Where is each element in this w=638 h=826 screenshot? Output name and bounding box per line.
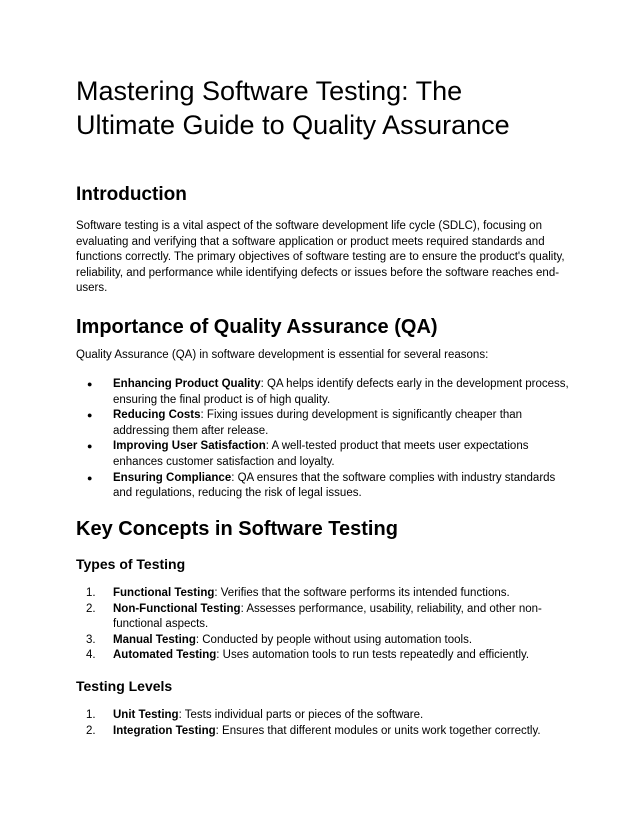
list-item-term: Automated Testing: [113, 649, 217, 662]
bullet-icon: ●: [87, 410, 93, 421]
list-number: 2.: [86, 602, 96, 615]
list-item-desc: : Fixing issues during development is significantly cheaper than addressing them after release.: [113, 409, 523, 437]
list-item-term: Ensuring Compliance: [113, 471, 232, 484]
list-item: [76, 439, 576, 470]
list-item-desc: : QA ensures that the software complies with industry standards and regulations, reducing the risk of legal issues.: [113, 471, 556, 500]
qa-bullet-list: [76, 377, 576, 502]
list-number: 4.: [86, 649, 96, 662]
bullet-icon: ●: [87, 441, 93, 452]
heading-introduction: Introduction: [76, 184, 187, 205]
testing-levels-list: [76, 708, 576, 739]
list-item: [76, 648, 576, 664]
list-item: [76, 408, 576, 439]
list-item-desc: : Assesses performance, usability, reliability, and other non-functional aspects.: [113, 602, 542, 631]
heading-testing-levels: Testing Levels: [76, 678, 173, 694]
list-item: [76, 724, 576, 740]
heading-importance-of-qa: Importance of Quality Assurance (QA): [76, 316, 438, 338]
types-of-testing-list: [76, 586, 576, 664]
list-item-desc: : Conducted by people without using automation tools.: [195, 633, 473, 646]
list-item-desc: : Tests individual parts or pieces of the software.: [178, 709, 424, 721]
list-item-term: Reducing Costs: [113, 409, 201, 422]
list-item-desc: : Uses automation tools to run tests repeatedly and efficiently.: [216, 649, 530, 662]
list-item-term: Improving User Satisfaction: [113, 440, 266, 453]
list-number: 1.: [86, 587, 96, 599]
list-item: [76, 586, 576, 602]
list-item: [76, 602, 576, 633]
bullet-icon: ●: [87, 379, 93, 389]
title-line-2: Ultimate Guide to Quality Assurance: [76, 110, 510, 140]
list-item-term: Functional Testing: [113, 587, 215, 599]
heading-types-of-testing: Types of Testing: [76, 556, 186, 572]
title-line-1: Mastering Software Testing: The: [76, 76, 463, 106]
list-number: 1.: [86, 709, 96, 721]
list-item-desc: : Verifies that the software performs its intended functions.: [214, 587, 510, 599]
list-item-term: Unit Testing: [113, 709, 179, 721]
document-title: [76, 74, 576, 142]
list-item-term: Manual Testing: [113, 633, 196, 646]
list-item-desc: : Ensures that different modules or units work together correctly.: [215, 724, 541, 737]
list-item-term: Enhancing Product Quality: [113, 378, 261, 390]
list-item-desc: : A well-tested product that meets user expectations enhances customer satisfaction and loyalty.: [113, 440, 529, 468]
introduction-paragraph: Software testing is a vital aspect of the software development life cycle (SDLC), focusing on evaluating and verifying that a software application or product meets required standards and functions correctly. The primary objectives of software testing are to ensure the product's quality, reliability, and performance while identifying defects or issues before the software reaches end-users.: [76, 220, 565, 295]
list-item-term: Integration Testing: [113, 724, 216, 737]
qa-paragraph: Quality Assurance (QA) in software development is essential for several reasons:: [76, 349, 489, 361]
list-item: [76, 377, 576, 408]
list-item: [76, 633, 576, 649]
list-item-term: Non-Functional Testing: [113, 602, 241, 615]
bullet-icon: ●: [87, 472, 93, 483]
list-item: [76, 708, 576, 724]
heading-key-concepts: Key Concepts in Software Testing: [76, 518, 398, 540]
list-number: 3.: [86, 633, 96, 646]
list-item: [76, 471, 576, 502]
list-number: 2.: [86, 724, 96, 737]
list-item-desc: : QA helps identify defects early in the development process, ensuring the final product is of high quality.: [113, 378, 569, 406]
